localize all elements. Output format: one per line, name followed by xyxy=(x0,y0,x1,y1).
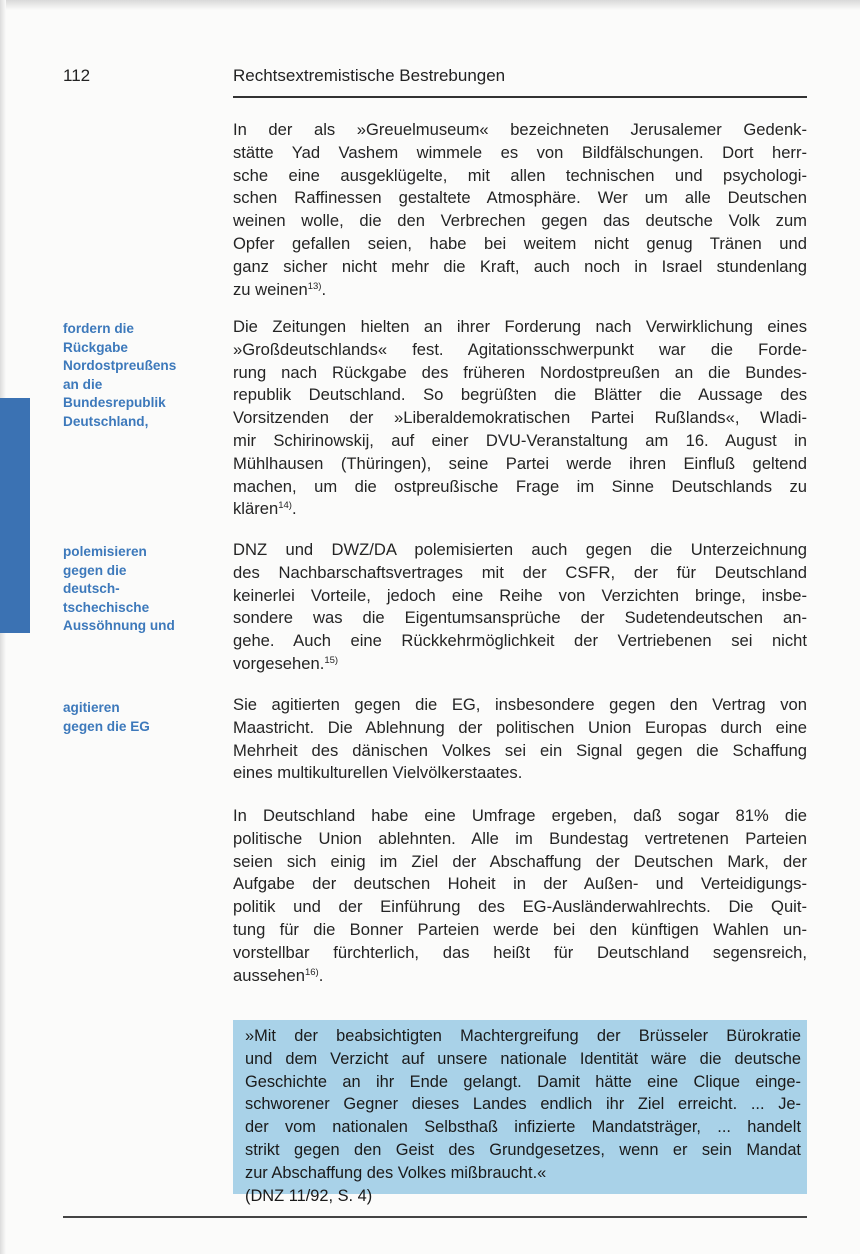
text-line-last: eines multikulturellen Vielvölkerstaates. xyxy=(233,763,523,783)
text-line-last xyxy=(233,653,807,676)
text-line: Mehrheit des dänischen Volkes sei ein Signal gegen die Schaffung xyxy=(233,740,807,760)
text-line: Opfer gefallen seien, habe bei weitem nicht genug Tränen und xyxy=(233,233,807,253)
text-line: weinen wolle, die den Verbrechen gegen das deutsche Volk zum xyxy=(233,211,807,231)
quote-line: und dem Verzicht auf unsere nationale Identität wäre die deutsche xyxy=(245,1049,801,1068)
text-line: vorstellbar fürchterlich, das heißt für Deutschland segensreich, xyxy=(233,942,807,962)
margin-color-bar xyxy=(0,398,30,633)
margin-note-line: an die xyxy=(63,376,103,392)
quote-text xyxy=(245,1025,801,1207)
text-line: des Nachbarschaftsvertrages mit der CSFR, der für Deutschland xyxy=(233,562,807,582)
margin-note-line: gegen die xyxy=(63,562,127,578)
text-line: politik und der Einführung des EG-Ausländerwahlrechts. Die Quit- xyxy=(233,897,807,917)
margin-note-line: agitieren xyxy=(63,700,120,715)
text-line-last: zu weinen$^{13)}$. xyxy=(233,279,327,299)
quote-line: Geschichte an ihr Ende gelangt. Damit hätte eine Clique einge- xyxy=(245,1072,801,1091)
quote-line: zur Abschaffung des Volkes mißbraucht.« xyxy=(245,1163,547,1182)
text-line-last: klären$^{14)}$. xyxy=(233,499,297,519)
margin-note-line: deutsch- xyxy=(63,581,120,596)
quote-source: (DNZ 11/92, S. 4) xyxy=(245,1186,373,1205)
margin-note-polemisieren xyxy=(63,543,218,636)
text-line: Sie agitierten gegen die EG, insbesondere gegen den Vertrag von xyxy=(233,695,807,714)
text-line: DNZ und DWZ/DA polemisierten auch gegen die Unterzeichnung xyxy=(233,540,807,559)
footer-rule xyxy=(63,1216,807,1218)
text-line: keinerlei Vorteile, jedoch eine Reihe von Verzichten bringe, insbe- xyxy=(233,585,807,605)
margin-note-line: polemisieren xyxy=(63,544,147,559)
page-number: 112 xyxy=(63,66,91,85)
paragraph-grossdeutschland xyxy=(233,316,807,521)
text-line-last: aussehen$^{16)}$. xyxy=(233,965,324,985)
text-line: seien sich einig im Ziel der Abschaffung der Deutschen Mark, der xyxy=(233,851,807,871)
quote-line: »Mit der beabsichtigten Machtergreifung der Brüsseler Bürokratie xyxy=(245,1027,801,1045)
footnote-ref: 14) xyxy=(278,500,292,512)
text-line: Vorsitzenden der »Liberaldemokratischen Partei Rußlands«, Wladi- xyxy=(233,408,807,428)
text-line: Maastricht. Die Ablehnung der politischen Union Europas durch eine xyxy=(233,717,807,737)
text-line: gehe. Auch eine Rückkehrmöglichkeit der Vertriebenen sei nicht xyxy=(233,631,807,651)
text-line: rung nach Rückgabe des früheren Nordostpreußen an die Bundes- xyxy=(233,362,807,382)
text-line: schen Raffinessen gestaltete Atmosphäre. Wer um alle Deutschen xyxy=(233,188,807,208)
text-line: politische Union ablehnten. Alle im Bundestag vertretenen Parteien xyxy=(233,828,807,848)
text-line: tung für die Bonner Parteien werde bei den künftigen Wahlen un- xyxy=(233,919,807,939)
paragraph-maastricht xyxy=(233,694,807,785)
text-line: mir Schirinowskij, auf einer DVU-Veranstaltung am 16. August in xyxy=(233,430,807,450)
text-line: republik Deutschland. So begrüßten die Blätter die Aussage des xyxy=(233,385,807,405)
page-top-shadow xyxy=(0,0,860,10)
text-line: ganz sicher nicht mehr die Kraft, auch noch in Israel stundenlang xyxy=(233,256,807,276)
text-fragment: klären xyxy=(233,499,279,519)
footnote-ref: 13) xyxy=(307,280,322,292)
text-line: Aufgabe der deutschen Hoheit in der Außen- und Verteidigungs- xyxy=(233,874,807,894)
text-line: Die Zeitungen hielten an ihrer Forderung nach Verwirklichung eines xyxy=(233,317,807,336)
text-fragment: aussehen xyxy=(233,965,305,985)
text-line: sondere was die Eigentumsansprüche der Sudetendeutschen an- xyxy=(233,608,807,628)
margin-note-line: fordern die xyxy=(63,321,134,336)
quote-line: schworener Gegner dieses Landes endlich ihr Ziel erreicht. ... Je- xyxy=(245,1095,801,1114)
text-line: Mühlhausen (Thüringen), seine Partei werde ihren Einfluß geltend xyxy=(233,453,807,473)
margin-note-rueckgabe xyxy=(63,320,218,431)
text-fragment: vorgesehen. xyxy=(233,653,325,673)
margin-note-line: gegen die EG xyxy=(63,718,150,734)
quote-line: strikt gegen den Geist des Grundgesetzes, wenn er sein Mandat xyxy=(245,1140,801,1159)
running-title: Rechtsextremistische Bestrebungen xyxy=(233,66,506,85)
header-rule xyxy=(233,96,807,98)
margin-note-line: Deutschland, xyxy=(63,413,149,429)
footnote-ref: 16) xyxy=(304,966,319,978)
text-line: sche eine ausgeklügelte, mit allen technischen und psychologi- xyxy=(233,165,807,185)
text-line: In der als »Greuelmuseum« bezeichneten Jerusalemer Gedenk- xyxy=(233,120,807,139)
paragraph-nachbarschaftsvertrag xyxy=(233,539,807,676)
margin-note-agitieren xyxy=(63,699,218,736)
text-line: stätte Yad Vashem wimmele es von Bildfälschungen. Dort herr- xyxy=(233,142,807,162)
margin-note-line: Aussöhnung und xyxy=(63,618,175,633)
footnote-ref: 15) xyxy=(324,654,339,666)
text-line: »Großdeutschlands« fest. Agitationsschwerpunkt war die Forde- xyxy=(233,339,807,359)
paragraph-yad-vashem xyxy=(233,119,807,301)
margin-note-line: tschechische xyxy=(63,599,150,615)
paragraph-umfrage xyxy=(233,805,807,987)
text-line: In Deutschland habe eine Umfrage ergeben, daß sogar 81% die xyxy=(233,806,807,825)
text-fragment: zu weinen xyxy=(233,279,308,299)
margin-note-line: Bundesrepublik xyxy=(63,395,166,410)
quote-line: der vom nationalen Selbsthaß infizierte Mandatsträger, ... handelt xyxy=(245,1118,801,1137)
margin-note-line: Nordostpreußens xyxy=(63,358,177,373)
text-line: machen, um die ostpreußische Frage im Sinne Deutschlands zu xyxy=(233,476,807,496)
margin-note-line: Rückgabe xyxy=(63,339,128,355)
